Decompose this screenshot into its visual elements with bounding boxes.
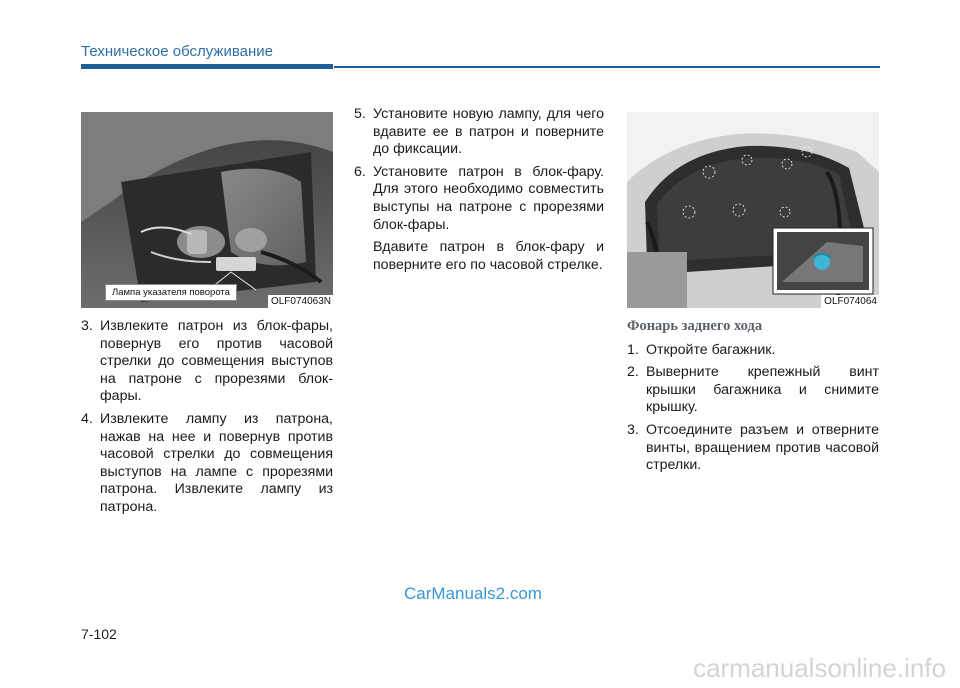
figure-code-right: OLF074064 (821, 295, 879, 308)
step-number: 2. (627, 364, 639, 381)
step-text: Откройте багажник. (646, 341, 776, 358)
step-note: Вдавите патрон в блок-фару и поверните его по часовой стрелке. (373, 239, 604, 273)
step-text: Извлеките лампу из патрона, нажав на нее и повернув против часовой стрелки до совмещения выступов на лампе с прорезями патрона. Извлеките лампу из патрона. (100, 410, 333, 515)
step-text: Извлеките патрон из блок-фары, повернув его против часовой стрелки до совмещения выступов на патроне с прорезями блок-фары. (100, 318, 333, 405)
step-number: 4. (81, 410, 93, 427)
figure-code-left: OLF074063N (268, 295, 333, 308)
site-watermark: carmanualsonline.info (693, 653, 946, 683)
turn-signal-lamp-photo (81, 112, 333, 308)
section-title: Фонарь заднего хода (627, 318, 763, 334)
instructions-column-2 (354, 106, 604, 274)
header-bar-line (334, 66, 880, 68)
watermark-link[interactable]: CarManuals2.com (404, 584, 542, 603)
list-item (354, 164, 604, 234)
section-header-title: Техническое обслуживание (81, 43, 273, 60)
trunk-lid-illustration (627, 112, 879, 308)
header-bar-accent (81, 64, 333, 69)
headlamp-socket-illustration (81, 112, 333, 308)
trunk-lid-cover-photo (627, 112, 879, 308)
list-item (81, 318, 333, 406)
list-item (354, 106, 604, 159)
step-number: 1. (627, 341, 639, 358)
step-number: 3. (627, 421, 639, 438)
step-text: Установите патрон в блок-фару. Для этого необходимо совместить выступы на патроне с прорезями блок-фары. (373, 163, 604, 233)
step-number: 6. (354, 163, 366, 180)
turn-signal-callout-label: Лампа указателя поворота (105, 284, 237, 301)
instructions-column-3 (627, 318, 879, 480)
step-number: 3. (81, 318, 93, 334)
list-item (627, 342, 879, 360)
list-item (81, 411, 333, 517)
step-text: Выверните крепежный винт крышки багажника и снимите крышку. (646, 364, 879, 416)
step-number: 5. (354, 106, 366, 122)
instructions-column-1 (81, 318, 333, 522)
step-text: Отсоедините разъем и отверните винты, вращением против часовой стрелки. (646, 421, 879, 474)
list-item (627, 422, 879, 475)
step-text: Установите новую лампу, для чего вдавите ее в патрон и поверните до фиксации. (373, 106, 604, 158)
page-number: 7-102 (81, 626, 117, 642)
list-item (627, 364, 879, 417)
